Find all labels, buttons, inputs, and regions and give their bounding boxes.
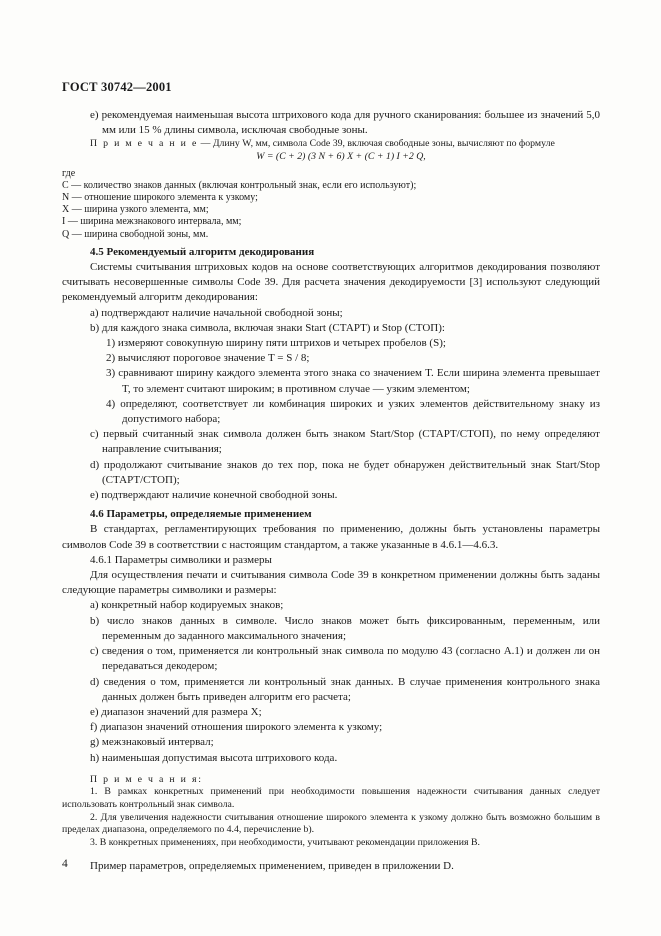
list-item: е) подтверждают наличие конечной свободной зоны.: [90, 489, 338, 502]
sub-list-item: 1) измеряют совокупную ширину пяти штрихов и четырех пробелов (S);: [106, 337, 446, 350]
definition-line: N — отношение широкого элемента к узкому;: [62, 192, 258, 203]
section-4-6-heading: 4.6 Параметры, определяемые применением: [90, 508, 312, 521]
list-item: d) продолжают считывание знаков до тех пор, пока не будет обнаружен действительный знак Start/Stop (СТАРТ/СТОП);: [90, 458, 600, 486]
definition-line: X — ширина узкого элемента, мм;: [62, 204, 209, 216]
note-item: 3. В конкретных применениях, при необходимости, учитывают рекомендации приложения В.: [90, 836, 480, 848]
list-item: а) конкретный набор кодируемых знаков;: [90, 599, 284, 612]
closing-paragraph: Пример параметров, определяемых применением, приведен в приложении D.: [90, 860, 454, 873]
list-item: d) сведения о том, применяется ли контрольный знак данных. В случае применения контрольного знака данных должен быть приведен алгоритм его расчета;: [90, 675, 600, 703]
list-item: g) межзнаковый интервал;: [90, 736, 214, 749]
subsection-paragraph: Для осуществления печати и считывания символа Code 39 в конкретном применении должны быть заданы следующие параметры символики и размеры:: [62, 569, 600, 597]
list-item: с) первый считанный знак символа должен быть знаком Start/Stop (СТАРТ/СТОП), по нему определяют направление считывания;: [90, 428, 600, 456]
sub-list-item: 2) вычисляют пороговое значение T = S / 8;: [106, 352, 310, 365]
list-item: h) наименьшая допустимая высота штрихового кода.: [90, 751, 338, 764]
note-text: — Длину W, мм, символа Code 39, включая свободные зоны, вычисляют по формуле: [198, 138, 555, 150]
sub-list-item: 3) сравнивают ширину каждого элемента этого знака со значением T. Если ширина элемента превышает T, то элемент считают широким; в противном случае — узким элементом;: [106, 367, 600, 395]
page-number: 4: [62, 858, 68, 870]
note-item: 1. В рамках конкретных применений при необходимости повышения надежности считывания данных следует использовать контрольный знак символа.: [62, 786, 600, 810]
where-label: где: [62, 167, 76, 179]
list-item: b) для каждого знака символа, включая знаки Start (СТАРТ) и Stop (СТОП):: [90, 321, 445, 334]
formula-definitions: [62, 168, 600, 241]
definition-line: I — ширина межзнакового интервала, мм;: [62, 216, 242, 228]
document-header: ГОСТ 30742—2001: [62, 80, 172, 94]
intro-note: [62, 138, 600, 151]
section-4-5-paragraph: Системы считывания штриховых кодов на основе соответствующих алгоритмов декодирования позволяют считывать несовершенные символы Code 39. Для расчета значения декодируемости [3] используют следующий рекомендуемый алгоритм декодирования:: [62, 261, 600, 304]
definition-line: Q — ширина свободной зоны, мм.: [62, 228, 209, 240]
note-label: П р и м е ч а н и е: [90, 138, 199, 150]
section-4-6-paragraph: В стандартах, регламентирующих требования по применению, должны быть установлены параметры символов Code 39 в соответствии с настоящим стандартом, а также указанные в 4.6.1—4.6.3.: [62, 523, 600, 551]
length-formula: W = (C + 2) (3 N + 6) X + (C + 1) I +2 Q,: [256, 151, 426, 162]
definition-line: C — количество знаков данных (включая контрольный знак, если его используют);: [62, 179, 417, 191]
section-4-5-heading: 4.5 Рекомендуемый алгоритм декодирования: [90, 245, 315, 258]
list-item: е) диапазон значений для размера X;: [90, 705, 262, 718]
list-item: с) сведения о том, применяется ли контрольный знак символа по модулю 43 (согласно А.1) и должен ли он передаваться декодером;: [90, 645, 600, 673]
list-item: b) число знаков данных в символе. Число знаков может быть фиксированным, переменным, или переменным до заданного максимального значения;: [90, 614, 600, 642]
note-item: 2. Для увеличения надежности считывания отношение широкого элемента к узкому должно быть возможно большим в пределах диапазона, определяемого по 4.4, перечисление b).: [62, 811, 600, 836]
notes-title: П р и м е ч а н и я:: [90, 773, 203, 785]
intro-item-e: е) рекомендуемая наименьшая высота штрихового кода для ручного сканирования: большее из значений 5,0 мм или 15 % длины символа, исключая свободные зоны.: [90, 109, 600, 137]
document-body: [62, 108, 600, 874]
sub-list-item: 4) определяют, соответствует ли комбинация широких и узких элементов действительному знаку из допустимого набора;: [106, 397, 600, 426]
subsection-4-6-1-title: 4.6.1 Параметры символики и размеры: [90, 553, 272, 566]
list-item: f) диапазон значений отношения широкого элемента к узкому;: [90, 721, 383, 734]
list-item: а) подтверждают наличие начальной свободной зоны;: [90, 306, 343, 319]
